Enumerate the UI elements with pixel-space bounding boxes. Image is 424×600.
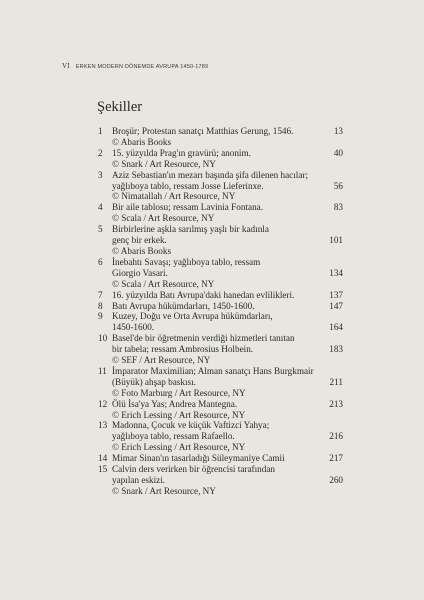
figure-caption (112, 257, 343, 290)
figure-caption (112, 148, 343, 170)
page-ref (339, 388, 343, 399)
caption-line (112, 333, 343, 344)
caption-line (112, 301, 343, 312)
caption-text: yağlıboya tablo, ressam Rafaello. (112, 431, 235, 442)
page-ref: 164 (329, 322, 343, 333)
caption-line (112, 442, 343, 453)
caption-text: © SEF / Art Resource, NY (112, 355, 211, 366)
page-ref: 13 (333, 126, 343, 136)
caption-text: Birbirlerine aşkla sarılmış yaşlı bir kadınla (112, 224, 269, 235)
caption-text: Broşür; Protestan sanatçı Matthias Gerung, 1546. (112, 126, 294, 136)
page-ref (339, 486, 343, 497)
figure-caption (112, 290, 343, 301)
figure-entry (98, 420, 343, 453)
caption-text: İnebahtı Savaşı; yağlıboya tablo, ressam (112, 256, 261, 267)
figure-entry (98, 464, 343, 497)
figure-caption (112, 333, 343, 366)
caption-line (112, 213, 343, 224)
caption-text: © Scala / Art Resource, NY (112, 213, 215, 224)
page-number: VI (62, 62, 70, 70)
caption-line (112, 366, 343, 377)
caption-text: © Foto Marburg / Art Resource, NY (112, 387, 246, 398)
figure-number: 11 (98, 365, 107, 376)
figure-number: 6 (98, 256, 103, 267)
running-title: ERKEN MODERN DÖNEMDE AVRUPA 1450-1789 (75, 64, 209, 70)
caption-text: © Erich Lessing / Art Resource, NY (112, 442, 246, 453)
figure-number: 12 (98, 398, 108, 409)
caption-line (112, 475, 343, 486)
figure-caption (112, 366, 343, 399)
page-ref: 101 (329, 235, 343, 246)
caption-text: © Scala / Art Resource, NY (112, 278, 215, 289)
figure-number: 9 (98, 311, 103, 322)
page-ref: 56 (333, 180, 343, 191)
caption-text: Calvin ders verirken bir öğrencisi tarafından (112, 464, 276, 475)
page-ref (339, 213, 343, 224)
figure-entry (98, 257, 343, 290)
caption-line (112, 148, 343, 159)
page-ref: 137 (329, 289, 343, 300)
caption-text: © Snark / Art Resource, NY (112, 158, 216, 169)
caption-line (112, 235, 343, 246)
figure-number: 2 (98, 147, 103, 158)
caption-line (112, 126, 343, 137)
page-ref: 183 (329, 344, 343, 355)
caption-text: 15. yüzyılda Prag'ın gravürü; anonim. (112, 147, 251, 158)
page-ref (339, 279, 343, 290)
figure-entry (98, 333, 343, 366)
caption-line (112, 420, 343, 431)
page-ref (339, 246, 343, 257)
page-ref (339, 311, 343, 322)
figure-caption (112, 464, 343, 497)
page-ref: 83 (333, 202, 343, 213)
figure-entry (98, 453, 343, 464)
figure-entry (98, 366, 343, 399)
caption-text: Aziz Sebastian'ın mezarı başında şifa dilenen hacılar; (112, 169, 309, 180)
figure-caption (112, 453, 343, 464)
caption-text: Basel'de bir öğretmenin verdiği hizmetleri tanıtan (112, 333, 295, 344)
caption-text: Bir aile tablosu; ressam Lavinia Fontana. (112, 202, 264, 213)
page-ref (339, 333, 343, 344)
caption-text: (Büyük) ahşap baskısı. (112, 376, 196, 387)
page-ref (339, 355, 343, 366)
figure-number: 13 (98, 420, 108, 431)
caption-text: Giorgio Vasari. (112, 267, 168, 278)
figure-caption (112, 224, 343, 257)
caption-text: Batı Avrupa hükümdarları, 1450-1600. (112, 300, 255, 311)
figure-entry (98, 224, 343, 257)
caption-text: genç bir erkek. (112, 235, 167, 246)
caption-text: 16. yüzyılda Batı Avrupa'daki hanedan evlilikleri. (112, 289, 295, 300)
caption-line (112, 453, 343, 464)
figure-caption (112, 301, 343, 312)
figure-number: 4 (98, 202, 103, 213)
caption-line (112, 399, 343, 410)
figure-entry (98, 126, 343, 148)
caption-text: yapılan eskizi. (112, 475, 166, 485)
caption-line (112, 388, 343, 399)
page-ref (339, 442, 343, 453)
caption-text: yağlıboya tablo, ressam Josse Lieferinxe. (112, 180, 264, 191)
caption-line (112, 257, 343, 268)
caption-text: © Abaris Books (112, 136, 172, 147)
page-ref (339, 410, 343, 421)
caption-line (112, 344, 343, 355)
page-ref: 211 (329, 376, 343, 387)
figure-entry (98, 148, 343, 170)
caption-text: Madonna, Çocuk ve küçük Vaftizci Yahya; (112, 420, 270, 431)
caption-text: 1450-1600. (112, 322, 155, 333)
figure-number: 5 (98, 224, 103, 235)
figure-entry (98, 290, 343, 301)
caption-line (112, 191, 343, 202)
figure-number: 7 (98, 289, 103, 300)
figure-caption (112, 420, 343, 453)
caption-line (112, 170, 343, 181)
caption-line (112, 224, 343, 235)
caption-line (112, 410, 343, 421)
caption-text: İmparator Maximilian; Alman sanatçı Hans Burgkmair (112, 365, 314, 376)
page-ref (339, 366, 343, 377)
figure-number: 1 (98, 126, 103, 136)
caption-line (112, 355, 343, 366)
caption-text: bir tabela; ressam Ambrosius Holbein. (112, 344, 254, 355)
figure-number: 15 (98, 464, 108, 475)
page-ref (339, 224, 343, 235)
caption-text: © Abaris Books (112, 245, 172, 256)
figure-entry (98, 399, 343, 421)
caption-line (112, 322, 343, 333)
figure-number: 8 (98, 300, 103, 311)
page-ref: 260 (329, 475, 343, 485)
figure-caption (112, 126, 343, 148)
caption-line (112, 159, 343, 170)
page-ref (339, 464, 343, 475)
caption-text: © Erich Lessing / Art Resource, NY (112, 409, 246, 420)
page-ref: 213 (329, 398, 343, 409)
page-ref: 134 (329, 267, 343, 278)
figure-entry (98, 301, 343, 312)
caption-line (112, 377, 343, 388)
page-ref (339, 170, 343, 181)
caption-text: Ölü İsa'ya Yas; Andrea Mantegna. (112, 398, 238, 409)
figure-entry (98, 311, 343, 333)
page-ref (339, 420, 343, 431)
figure-caption (112, 202, 343, 224)
figure-entry (98, 170, 343, 203)
page-ref: 216 (329, 431, 343, 442)
caption-text: © Snark / Art Resource, NY (112, 485, 216, 496)
page-ref (339, 137, 343, 148)
figure-entry (98, 202, 343, 224)
caption-line (112, 279, 343, 290)
figure-caption (112, 170, 343, 203)
caption-line (112, 311, 343, 322)
caption-text: © Nimatallah / Art Resource, NY (112, 191, 236, 202)
figure-number: 10 (98, 333, 108, 344)
page-ref: 147 (329, 300, 343, 311)
figure-number: 14 (98, 453, 108, 464)
page-ref (339, 159, 343, 170)
caption-line (112, 202, 343, 213)
caption-line (112, 268, 343, 279)
caption-line (112, 431, 343, 442)
running-header (62, 62, 208, 70)
caption-line (112, 181, 343, 192)
caption-text: Kuzey, Doğu ve Orta Avrupa hükümdarları, (112, 311, 273, 322)
page-ref: 40 (333, 147, 343, 158)
section-title: Şekiller (97, 99, 143, 115)
caption-line (112, 290, 343, 301)
caption-line (112, 486, 343, 497)
page-ref: 217 (329, 453, 343, 464)
figure-list (98, 126, 343, 497)
caption-text: Mimar Sinan'ın tasarladığı Süleymaniye Camii (112, 453, 285, 464)
page-ref (339, 191, 343, 202)
figure-number: 3 (98, 169, 103, 180)
caption-line (112, 137, 343, 148)
page-ref (339, 257, 343, 268)
figure-caption (112, 399, 343, 421)
caption-line (112, 464, 343, 475)
figure-caption (112, 311, 343, 333)
caption-line (112, 246, 343, 257)
